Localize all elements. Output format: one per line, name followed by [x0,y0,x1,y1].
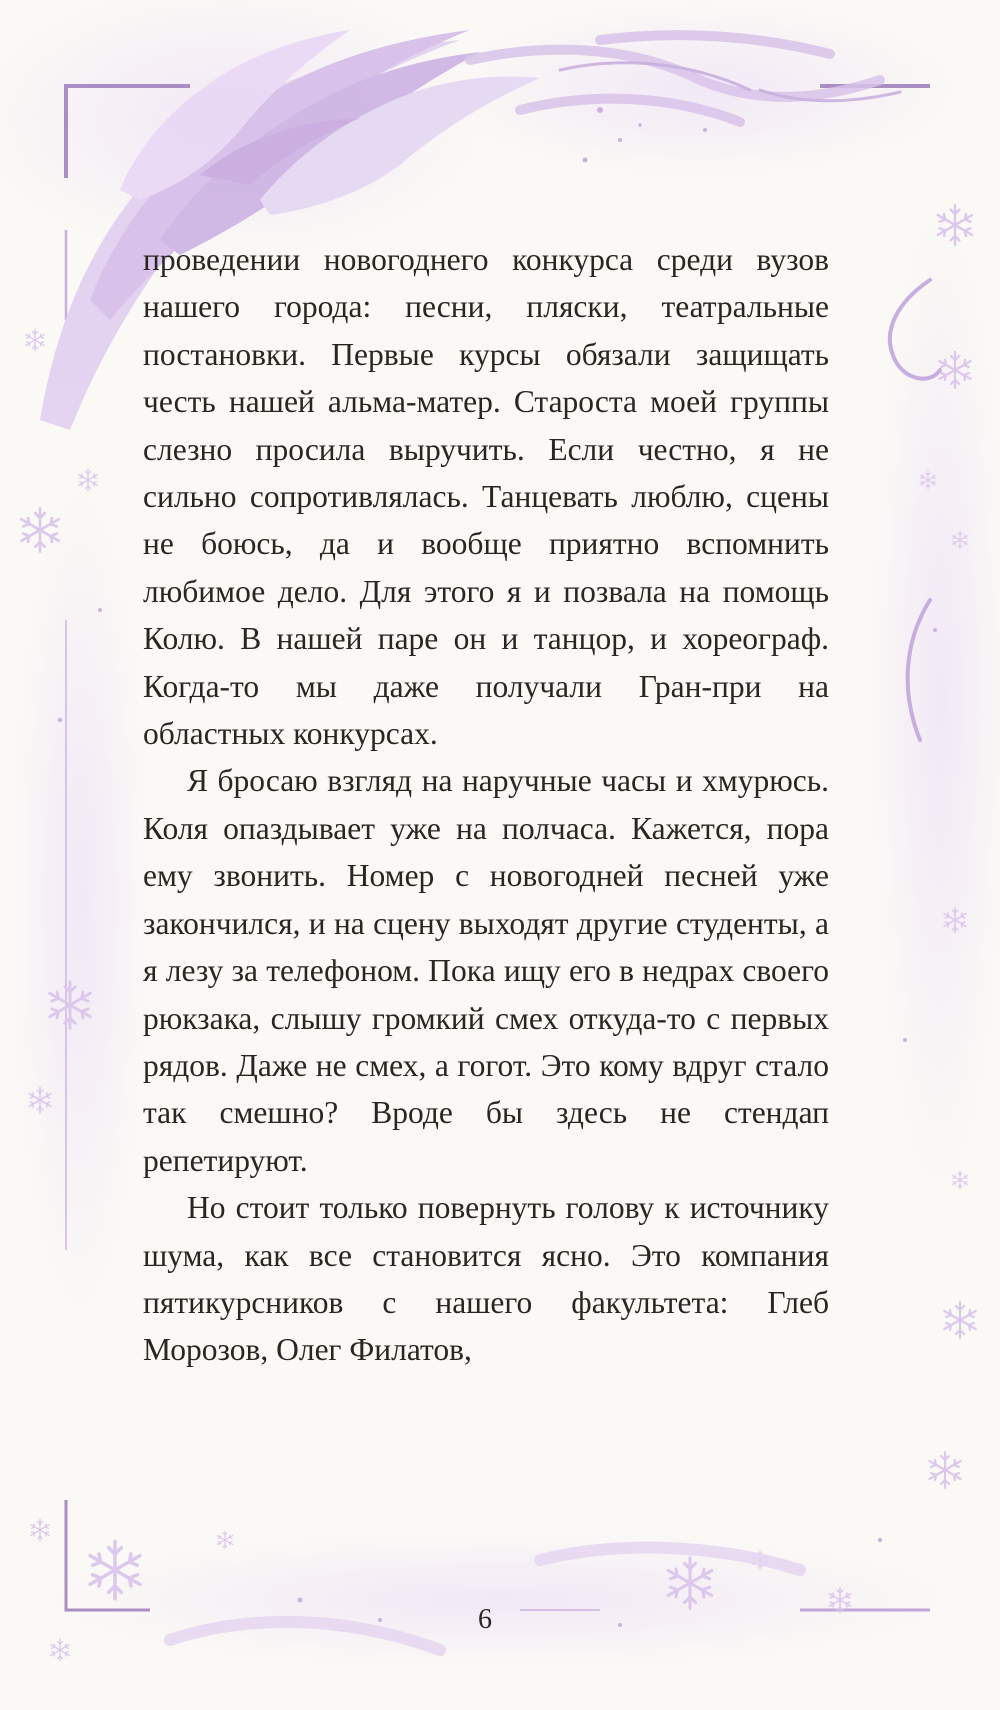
page-number: 6 [478,1604,492,1635]
paragraph: Но стоит только повернуть голову к источнику шума, как все становится ясно. Это компания пятикурсников с нашего факультета: Глеб Морозов, Олег Филатов, [143,1190,829,1368]
body-text [143,236,829,1374]
paragraph: Я бросаю взгляд на наручные часы и хмурюсь. Коля опаздывает уже на полчаса. Кажется, пора ему звонить. Номер с новогодней песней уже закончился, и на сцену выходят другие студенты, а я лезу за телефоном. Пока ищу его в недрах своего рюкзака, слышу громкий смех откуда-то с первых рядов. Даже не смех, а гогот. Это кому вдруг стало так смешно? Вроде бы здесь не стендап репетируют. [143,763,829,1178]
paragraph: проведении новогоднего конкурса среди вузов нашего города: песни, пляски, театральные постановки. Первые курсы обязали защищать честь нашей альма-матер. Староста моей группы слезно просила выручить. Если честно, я не сильно сопротивлялась. Танцевать люблю, сцены не боюсь, да и вообще приятно вспомнить любимое дело. Для этого я и позвала на помощь Колю. В нашей паре он и танцор, и хореограф. Когда-то мы даже получали Гран-при на областных конкурсах. [143,242,829,752]
